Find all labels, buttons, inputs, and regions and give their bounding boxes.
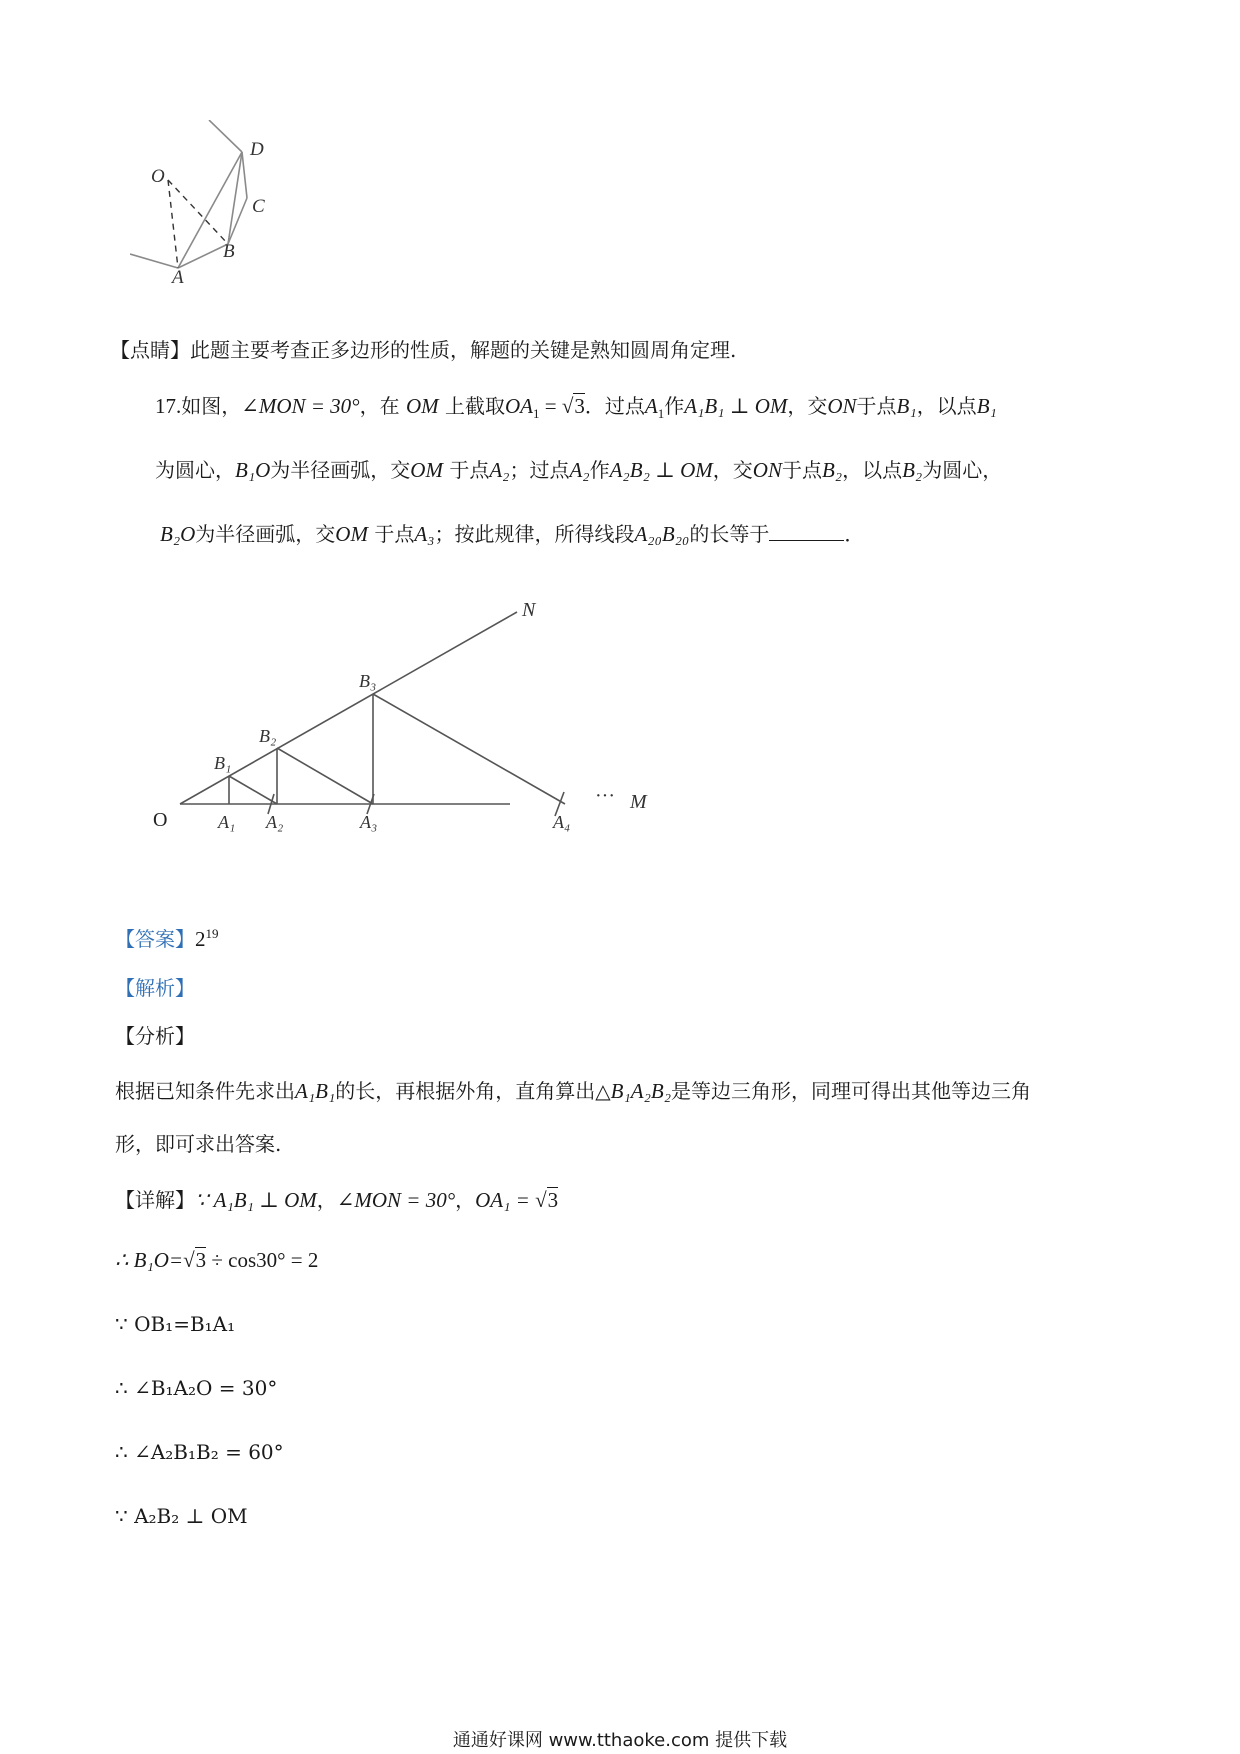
label-b1: B₁	[214, 753, 232, 773]
label-a4: A₄	[553, 812, 571, 832]
problem-line-2: 为圆心，B₁O为半径画弧，交OM 于点A₂；过点A₂作A₂B₂ ⊥ OM，交ON于点B₂，以点B₂为圆心，	[155, 458, 1003, 482]
label-b2: B₂	[259, 726, 277, 746]
label-d: D	[250, 139, 264, 160]
footer-text: 通通好课网 www.tthaoke.com 提供下载	[452, 1730, 788, 1751]
detail-line-1: 【详解】∵ A₁B₁ ⊥ OM，∠MON = 30°，OA₁ = √3	[115, 1188, 559, 1212]
label-m: M	[630, 791, 647, 813]
label-o2: O	[153, 809, 168, 831]
detail-line-3: ∵ OB₁=B₁A₁	[115, 1312, 236, 1336]
answer-label: 【答案】	[115, 927, 195, 951]
polygon-figure	[130, 120, 310, 290]
detail-line-5: ∴ ∠A₂B₁B₂ = 60°	[115, 1440, 284, 1464]
label-b3: B₃	[359, 671, 377, 691]
hint-label: 【点睛】	[110, 338, 190, 362]
label-b: B	[223, 241, 235, 262]
analysis-label: 【解析】	[115, 976, 195, 1000]
label-a: A	[172, 267, 184, 288]
oa1: $OA_1$	[504, 394, 540, 422]
hint-line	[110, 334, 736, 363]
label-a1: A₁	[218, 812, 236, 832]
sqrt-3: √3	[561, 394, 585, 418]
label-a3: A₃	[360, 812, 378, 832]
hint-text: 此题主要考查正多边形的性质，解题的关键是熟知圆周角定理.	[190, 338, 737, 362]
detail-line-4: ∴ ∠B₁A₂O = 30°	[115, 1376, 278, 1400]
answer-line	[115, 923, 219, 952]
fenxi-line-1: 根据已知条件先求出A₁B₁的长，再根据外角，直角算出△B₁A₂B₂是等边三角形，同理可得出其他等边三角	[115, 1079, 1032, 1103]
label-n: N	[522, 599, 536, 621]
detail-label: 【详解】	[115, 1188, 195, 1212]
problem-line-3: B₂O为半径画弧，交OM 于点A₃；按此规律，所得线段A₂₀B₂₀的长等于 ．	[160, 522, 865, 546]
problem-number: 17.	[155, 394, 182, 418]
fenxi-label: 【分析】	[115, 1024, 195, 1048]
angle-figure	[150, 590, 680, 850]
answer-blank	[769, 540, 844, 541]
answer-value: $2^{19}$	[195, 926, 219, 951]
detail-line-6: ∵ A₂B₂ ⊥ OM	[115, 1504, 248, 1528]
label-dots: ···	[595, 785, 615, 807]
label-a2: A₂	[266, 812, 284, 832]
angle-mon: ∠MON = 30°	[241, 394, 360, 418]
detail-line-2: ∴ B₁O=√3 ÷ cos30° = 2	[115, 1248, 319, 1272]
problem-line-1: 17.如图，∠MON = 30°，在 OM 上截取$OA_1 = √3$．过点$A_1$作A₁B₁ ⊥ OM，交ON于点B₁，以点B₁	[155, 394, 997, 422]
label-c: C	[252, 196, 265, 217]
fenxi-line-2: 形，即可求出答案.	[115, 1132, 282, 1156]
label-o: O	[151, 166, 165, 187]
